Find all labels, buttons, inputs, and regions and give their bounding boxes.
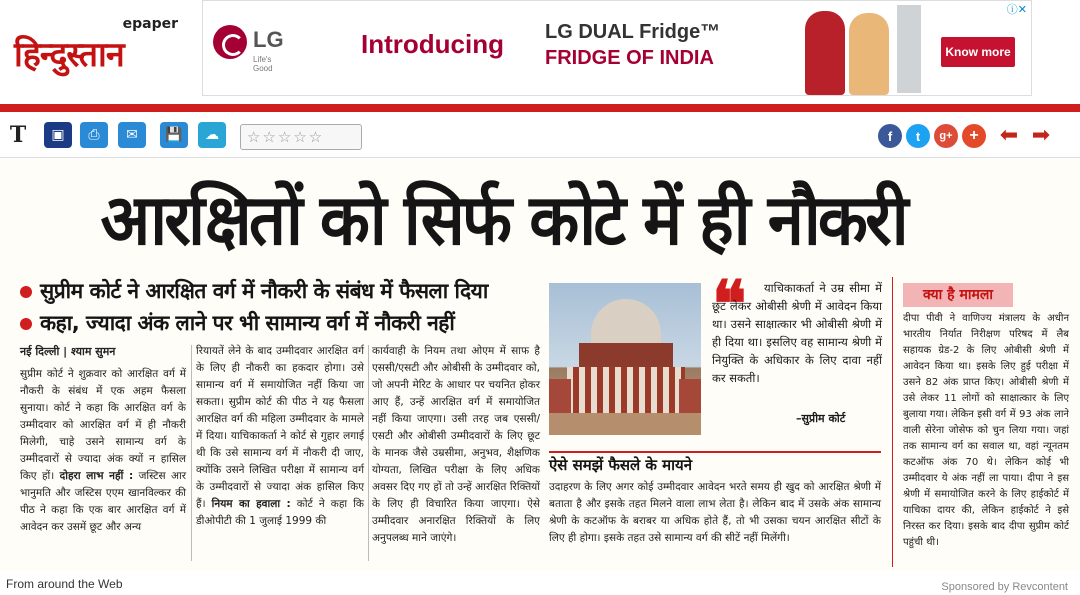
column-divider [368, 345, 369, 561]
article-column [196, 343, 364, 565]
ad-models-image [799, 5, 895, 95]
ad-know-more-button[interactable]: Know more [941, 37, 1015, 67]
bullet-text: सुप्रीम कोर्ट ने आरक्षित वर्ग में नौकरी के संबंध में फैसला दिया [40, 279, 488, 303]
ad-banner[interactable] [202, 0, 1032, 96]
quote-attribution: –सुप्रीम कोर्ट [796, 412, 846, 425]
brand-name: हिन्दुस्तान [14, 35, 124, 75]
bullet-text: कहा, ज्यादा अंक लाने पर भी सामान्य वर्ग में नौकरी नहीं [40, 311, 455, 335]
ad-intro-text: Introducing [361, 29, 504, 59]
pull-quote [712, 267, 882, 439]
byline: नई दिल्ली | श्याम सुमन [20, 345, 116, 358]
twitter-share-icon[interactable]: t [906, 124, 930, 148]
ad-choices-icon[interactable]: ⓘ✕ [1006, 3, 1027, 16]
bullet-icon [20, 286, 32, 298]
column-text: कोर्ट ने कहा कि डीओपीटी की 1 जुलाई 1999 की [196, 498, 364, 527]
subhead: दोहरा लाभ नहीं : [59, 470, 134, 482]
comment-icon[interactable]: ☁ [198, 122, 226, 148]
article-clipping [0, 159, 1080, 571]
headline: आरक्षितों को सिर्फ कोटे में ही नौकरी [100, 179, 906, 261]
supreme-court-photo [549, 283, 701, 435]
explainer-text: उदाहरण के लिए अगर कोई उम्मीदवार आवेदन भरते समय ही खुद को आरक्षित श्रेणी में बताता है और इसके तहत मिलने वाला लाभ लेता है। लेकिन बाद में उसके अंक सामान्य श्रेणी के कटऑफ के बराबर या अधिक होते हैं, तो भी उसका चयन आरक्षित सीटों के लिए ही होगा। इसके तहत उसे सामान्य वर्ग की सीटें नहीं मिलेंगी। [549, 481, 881, 544]
bullet-icon [20, 318, 32, 330]
more-share-icon[interactable]: + [962, 124, 986, 148]
ad-product-tagline: FRIDGE OF INDIA [545, 47, 714, 69]
lg-logo-text: LG [253, 27, 284, 52]
star-rating[interactable]: ☆☆☆☆☆ [240, 124, 362, 150]
text-view-icon[interactable]: T [9, 122, 27, 148]
email-icon[interactable]: ✉ [118, 122, 146, 148]
case-sidebar [892, 277, 1072, 567]
quote-text: याचिकाकर्ता ने उम्र सीमा में छूट लेकर ओबीसी श्रेणी में आवेदन किया था। उसने साक्षात्कार भी ओबीसी श्रेणी में ही दिया था। इसलिए वह सामान्य श्रेणी में नियुक्ति के अधिकार के लिए दावा नहीं कर सकती। [712, 281, 882, 385]
facebook-share-icon[interactable]: f [878, 124, 902, 148]
image-view-icon[interactable]: ▣ [44, 122, 72, 148]
column-divider [191, 345, 192, 561]
epaper-label: epaper [122, 16, 178, 32]
quote-icon: ❝ [712, 267, 747, 342]
ad-fridge-image [897, 5, 921, 93]
next-article-icon[interactable]: ➡ [1031, 123, 1051, 148]
explainer-heading: ऐसे समझें फैसले के मायने [549, 451, 881, 475]
column-text: जस्टिस आर भानुमति और जस्टिस एएम खानविल्कर की पीठ ने कहा कि एक बार आरक्षित वर्ग में आवेदन कर उसमें छूट और अन्य [20, 470, 186, 533]
sidebar-text: दीपा पीवी ने वाणिज्य मंत्रालय के अधीन भारतीय निर्यात निरीक्षण परिषद में लैब सहायक ग्रेड-2 के लिए ओबीसी श्रेणी में आवेदन किया था। इसके लिए हुई परीक्षा में उसने 82 अंक प्राप्त किए। ओबीसी श्रेणी में उसे लेकर 11 लोगों को साक्षात्कार के लिए बुलाया गया। लेकिन इसी वर्ग में 93 अंक लाने वाली सेरेना जोसेफ को चुन लिया गया। जहां तक सामान्य वर्ग का सवाल था, वहां न्यूनतम कटऑफ अंक 70 थे। लेकिन कोई भी उम्मीदवार ये अंक नहीं ला पाया। दीपा ने इस श्रेणी में समायोजित करने के लिए हाईकोर्ट में याचिका दायर की, लेकिन हाईकोर्ट ने इसे निरस्त कर दिया। इसके बाद दीपा सुप्रीम कोर्ट पहुंची थी। [903, 313, 1069, 548]
toolbar [0, 112, 1080, 158]
top-header [0, 0, 1080, 104]
column-text: रियायतें लेने के बाद उम्मीदवार आरक्षित वर्ग के लिए ही नौकरी का हकदार होगा। उसे सामान्य वर्ग में समायोजित नहीं किया जा सकता। सुप्रीम कोर्ट की पीठ ने यह फैसला आरक्षित वर्ग की महिला उम्मीदवार के मामले में दिया। याचिकाकर्ता ने कोर्ट से गुहार लगाई थी कि उसे सामान्य वर्ग में नौकरी दी जाए, क्योंकि उसने लिखित परीक्षा में सामान्य वर्ग के उम्मीदवारों से ज्यादा अंक हासिल किए हैं। [196, 345, 364, 510]
footer [0, 571, 1080, 595]
bullet-point [20, 309, 454, 337]
print-icon[interactable]: ⎙ [80, 122, 108, 148]
hindustan-logo[interactable] [8, 12, 190, 82]
lg-face-icon [213, 25, 247, 59]
bullet-point [20, 277, 488, 305]
article-column [372, 343, 540, 565]
header-divider [0, 104, 1080, 112]
lg-tagline: Life's Good [253, 55, 273, 73]
sponsored-label[interactable]: Sponsored by Revcontent [941, 581, 1068, 593]
google-plus-share-icon[interactable]: g+ [934, 124, 958, 148]
from-around-web-label: From around the Web [6, 577, 123, 591]
article-column [20, 343, 186, 565]
previous-article-icon[interactable]: ⬅ [999, 123, 1019, 148]
column-text: सुप्रीम कोर्ट ने शुक्रवार को आरक्षित वर्ग में नौकरी के संबंध में एक अहम फैसला सुनाया। कोर्ट ने कहा कि आरक्षित वर्ग के उम्मीदवार को आरक्षित वर्ग में ही नौकरी मिलेगी, चाहे उसने सामान्य वर्ग के उम्मीदवारों से ज्यादा अंक क्यों न हासिल किए हों। [20, 368, 186, 482]
save-icon[interactable]: 💾 [160, 122, 188, 148]
subhead: नियम का हवाला : [211, 498, 291, 510]
lg-logo [213, 23, 293, 73]
sidebar-heading: क्या है मामला [903, 283, 1013, 307]
column-text: कार्यवाही के नियम तथा ओएम में साफ है एससी/एसटी और ओबीसी के उम्मीदवार को, जो अपनी मेरिट के आधार पर चयनित होकर आए हैं, उन्हें आरक्षित वर्ग में समायोजित नहीं किया जाएगा। उसी तरह जब एससी/एसटी और ओबीसी उम्मीदवारों के लिए छूट के मानक जैसे उम्रसीमा, अनुभव, शैक्षणिक योग्यता, लिखित परीक्षा के लिए अधिक अवसर दिए गए हों तो उन्हें आरक्षित रिक्तियों के लिए ही विचारित किया जाएगा। ऐसे उम्मीदवार अनारक्षित रिक्तियों के लिए अनुपलब्ध माने जाएंगे। [372, 345, 540, 544]
ad-product-name: LG DUAL Fridge™ [545, 21, 721, 43]
